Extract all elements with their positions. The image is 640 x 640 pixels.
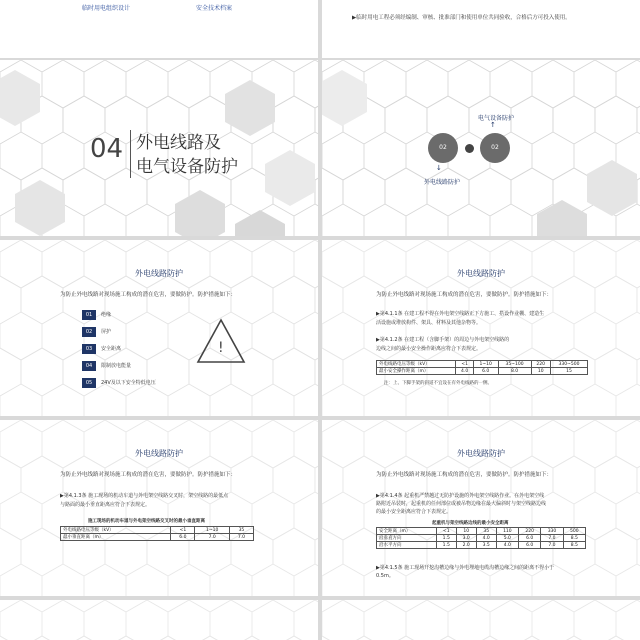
hexagon-background: [322, 600, 640, 640]
slide-2[interactable]: [322, 0, 640, 58]
table-row: [377, 368, 588, 375]
table-cell: 110: [496, 528, 518, 535]
clause-4-1-4-line1: ▶第4.1.4条 起重机严禁越过无防护设施的外电架空线路作业。在外电架空线: [376, 493, 545, 499]
intro-text: 为防止外电线路对现场施工构成的潜在危害，要做防护。防护措施如下：: [376, 292, 553, 298]
table-cell: 35: [476, 528, 496, 535]
clause-4-1-3-line2: 与路面的最小垂直距离应符合下表规定。: [60, 502, 151, 508]
clause-4-1-4-line3: 的最小安全距离应符合下表规定。: [376, 509, 452, 515]
item-label-4: 限制放电能量: [101, 363, 132, 369]
table-cell: 外电线路电压等级（kV）: [61, 527, 171, 534]
table-cell: 安全距离（m）: [377, 528, 437, 535]
hexagon-background: [0, 240, 318, 416]
table-cell: 5.0: [496, 535, 518, 542]
link-safety-archive[interactable]: 安全技术档案: [196, 5, 233, 12]
table-cell: 外电线路电压等级（kV）: [377, 361, 456, 368]
circle-left: 02: [428, 133, 458, 163]
table-caption: 起重机与架空线路边线的最小安全距离: [432, 521, 509, 526]
arrow-up-icon: ↑: [490, 121, 496, 129]
table-cell: 1~10: [473, 361, 498, 368]
table-cell: 500: [563, 528, 585, 535]
slide-5[interactable]: [0, 240, 318, 416]
intro-text: 为防止外电线路对现场施工构成的潜在危害，要做防护。防护措施如下：: [60, 292, 237, 298]
bullet-text: ▶临时用电工程必须经编制、审核、批准部门和使用单位共同验收，合格后方可投入使用。: [352, 15, 571, 21]
slide-9[interactable]: [0, 600, 318, 640]
table-cell: 220: [531, 361, 550, 368]
table-cell: 最小垂直距离（m）: [61, 534, 171, 541]
slide-3[interactable]: [0, 60, 318, 236]
intro-text: 为防止外电线路对现场施工构成的潜在危害，要做防护。防护措施如下：: [376, 472, 553, 478]
table-row: [377, 542, 586, 549]
item-number-4: 04: [82, 361, 96, 371]
table-cell: 3.5: [476, 542, 496, 549]
slide-10[interactable]: [322, 600, 640, 640]
link-organization-design[interactable]: 临时用电组织设计: [82, 5, 131, 12]
table-cell: 6.0: [519, 542, 541, 549]
table-cell: 4.0: [456, 368, 473, 375]
hexagon-background: [0, 420, 318, 596]
slide-title: 外电线路防护: [457, 449, 505, 458]
table-cell: 7.0: [229, 534, 253, 541]
table-row: [377, 528, 586, 535]
table-cell: <1: [436, 528, 456, 535]
item-label-5: 24V及以下安全特低电压: [101, 380, 156, 386]
item-number-1: 01: [82, 310, 96, 320]
table-cell: <1: [171, 527, 195, 534]
table-cell: 8.5: [563, 535, 585, 542]
table-cell: 7.0: [195, 534, 229, 541]
section-divider: [130, 130, 131, 178]
clause-4-1-3-line1: ▶第4.1.3条 施工现场的机动车道与外电架空线路交叉时，架空线路的最低点: [60, 493, 229, 499]
arrow-down-icon: ↓: [436, 164, 442, 172]
table-cell: 10: [531, 368, 550, 375]
table-caption: 施工现场的机动车道与外电架空线路交叉时的最小垂直距离: [88, 519, 205, 524]
hexagon-background: [0, 600, 318, 640]
label-line-protection: 外电线路防护: [424, 179, 461, 186]
dot-center: [465, 144, 474, 153]
clause-4-1-1-line1: ▶第4.1.1条 在建工程不得在外电架空线路正下方施工、搭设作业棚、建造生: [376, 311, 545, 317]
slide-title: 外电线路防护: [135, 269, 183, 278]
table-cell: 4.0: [496, 542, 518, 549]
table-cell: 4.0: [476, 535, 496, 542]
table-cell: 6.0: [519, 535, 541, 542]
table-cell: 7.0: [541, 535, 563, 542]
item-label-3: 安全距离: [101, 346, 122, 352]
table-cell: 6.0: [473, 368, 498, 375]
table-cell: 220: [519, 528, 541, 535]
table-row: [61, 534, 254, 541]
slide-6[interactable]: [322, 240, 640, 416]
table-cell: 最小安全操作距离（m）: [377, 368, 456, 375]
table-cell: 6.0: [171, 534, 195, 541]
clause-4-1-2-line2: 边线之间的最小安全操作距离应符合下表规定。: [376, 346, 482, 352]
item-number-3: 03: [82, 344, 96, 354]
table-cell: 330~500: [550, 361, 587, 368]
slide-7[interactable]: [0, 420, 318, 596]
table-cell: 8.5: [563, 542, 585, 549]
table-cell: 2.0: [456, 542, 476, 549]
table-row: [377, 535, 586, 542]
circle-right: 02: [480, 133, 510, 163]
intro-text: 为防止外电线路对现场施工构成的潜在危害，要做防护。防护措施如下：: [60, 472, 237, 478]
clause-4-1-4-line2: 路附近吊装时，起重机的任何部位或被吊物边缘在最大偏斜时与架空线路边线: [376, 501, 547, 507]
slide-8[interactable]: [322, 420, 640, 596]
item-number-5: 05: [82, 378, 96, 388]
table-cell: 7.0: [541, 542, 563, 549]
table-cell: 330: [541, 528, 563, 535]
slide-4[interactable]: [322, 60, 640, 236]
table-cell: 1.5: [436, 542, 456, 549]
table-cell: <1: [456, 361, 473, 368]
item-number-2: 02: [82, 327, 96, 337]
table-cell: 35: [229, 527, 253, 534]
item-label-1: 绝缘: [101, 312, 112, 318]
table-cell: 3.0: [456, 535, 476, 542]
table-note: 注：上、下脚手架的斜道不宜设在有外电线路的一侧。: [384, 381, 492, 386]
slide-title: 外电线路防护: [457, 269, 505, 278]
table-cell: 1~10: [195, 527, 229, 534]
section-number: 04: [90, 134, 124, 164]
hexagon-background: [322, 240, 640, 416]
slide-1[interactable]: [0, 0, 318, 58]
table-cell: 沿垂直方向: [377, 535, 437, 542]
table-cell: 10: [456, 528, 476, 535]
vertical-distance-table: [60, 526, 254, 541]
table-cell: 15: [550, 368, 587, 375]
slide-title: 外电线路防护: [135, 449, 183, 458]
table-cell: 沿水平方向: [377, 542, 437, 549]
label-equipment-protection: 电气设备防护: [478, 115, 515, 122]
table-cell: 35~100: [498, 361, 531, 368]
item-label-2: 屏护: [101, 329, 112, 335]
clause-4-1-1-line2: 活设施或堆放构件、架具、材料及其他杂物等。: [376, 320, 482, 326]
crane-distance-table: [376, 527, 586, 549]
distance-table: [376, 360, 588, 375]
table-row: [61, 527, 254, 534]
section-title-line2: 电气设备防护: [136, 157, 238, 177]
table-row: [377, 361, 588, 368]
clause-4-1-5-line1: ▶第4.1.5条 施工现场开挖沟槽边缘与外电埋地电缆沟槽边缘之间的距离不得小于: [376, 565, 555, 571]
warning-glyph: !: [218, 340, 224, 356]
section-title-line1: 外电线路及: [136, 133, 221, 153]
table-cell: 1.5: [436, 535, 456, 542]
table-cell: 8.0: [498, 368, 531, 375]
clause-4-1-5-line2: 0.5m。: [376, 573, 394, 579]
clause-4-1-2-line1: ▶第4.1.2条 在建工程（含脚手架）的周边与外电架空线路的: [376, 337, 510, 343]
